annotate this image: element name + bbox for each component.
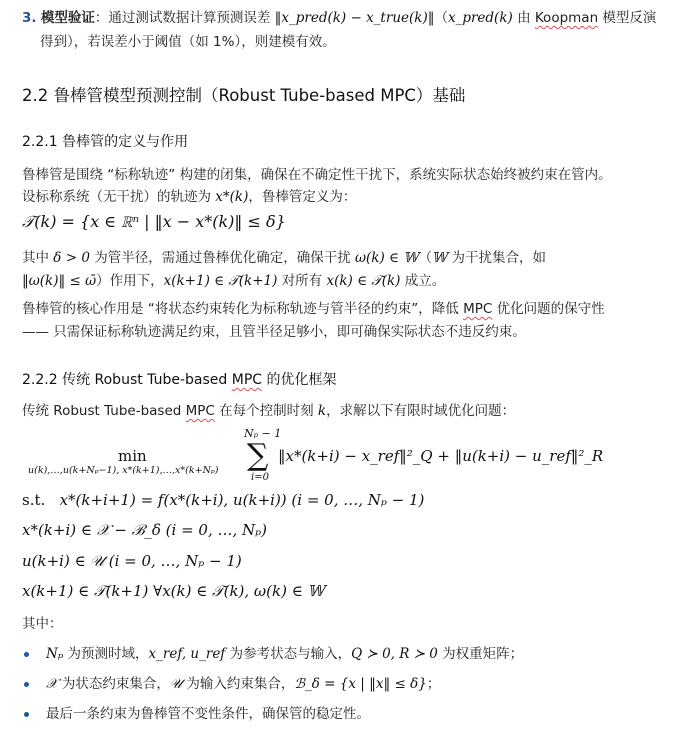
text: 为权重矩阵；: [437, 646, 524, 662]
list-item-3: [22, 8, 675, 28]
text: ，鲁棒管定义为：: [248, 189, 357, 205]
sum-upper-limit: Nₚ − 1: [244, 427, 282, 440]
text: 在每个控制时刻: [214, 403, 318, 419]
paragraph-line: [22, 401, 675, 421]
math-QR: Q ≻ 0, R ≻ 0: [351, 646, 438, 662]
bullet-dot: [24, 652, 29, 657]
constraint-dynamics: [22, 491, 424, 509]
title-text: 的优化框架: [262, 372, 337, 388]
text: 为状态约束集合，: [57, 676, 170, 692]
text: 设标称系统（无干扰）的轨迹为: [22, 189, 216, 205]
item-text: 由: [512, 10, 535, 26]
list-number: 3.: [22, 10, 37, 26]
mpc-word: MPC: [231, 372, 263, 388]
paragraph-line: [22, 271, 675, 291]
math-ref: x_ref, u_ref: [148, 646, 226, 662]
text: 为预测时域，: [63, 646, 149, 662]
constraint-state: x*(k+i) ∈ 𝒳 − ℬ_δ (i = 0, …, Nₚ): [22, 521, 268, 539]
text: 为干扰集合，如: [447, 250, 546, 266]
min-subscript: u(k),…,u(k+Nₚ−1), x*(k+1),…,x*(k+Nₚ): [28, 465, 219, 476]
text: ，求解以下有限时域优化问题：: [326, 403, 516, 419]
math-error: ‖x_pred(k) − x_true(k)‖: [274, 10, 435, 26]
item-text: ：通过测试数据计算预测误差: [94, 10, 275, 26]
text: （: [418, 250, 432, 266]
constraint-tube: x(k+1) ∈ 𝒯(k+1) ∀x(k) ∈ 𝒯(k), ω(k) ∈ 𝕎: [22, 582, 325, 600]
section-title-2-2: 2.2 鲁棒管模型预测控制（Robust Tube-based MPC）基础: [22, 86, 466, 105]
where-label: 其中：: [22, 616, 63, 632]
item-text: （: [434, 10, 448, 26]
text: ；: [426, 676, 441, 692]
math-xpred: x_pred(k): [447, 10, 513, 26]
bullet-item-3: 最后一条约束为鲁棒管不变性条件，确保管的稳定性。: [46, 706, 370, 722]
bullet-item-2: [46, 674, 675, 694]
math-nominal: x*(k): [215, 189, 249, 205]
koopman-word: Koopman: [534, 10, 599, 26]
text: 其中: [22, 250, 54, 266]
text: 成立。: [400, 273, 446, 289]
section-title-2-2-1: 2.2.1 鲁棒管的定义与作用: [22, 134, 189, 150]
text: 为管半径，需通过鲁棒优化确定，确保干扰: [89, 250, 356, 266]
math-omega-bound: ‖ω(k)‖ ≤ ω̄: [22, 273, 97, 289]
sum-symbol: ∑: [247, 438, 269, 473]
paragraph-line: [22, 248, 675, 268]
text: 鲁棒管的核心作用是 “将状态约束转化为标称轨迹与管半径的约束”，降低: [22, 301, 464, 317]
bullet-item-1: [46, 644, 675, 664]
paragraph-line: 鲁棒管是围绕 “标称轨迹” 构建的闭集，确保在不确定性干扰下，系统实际状态始终被约束在管内。: [22, 167, 612, 183]
mpc-word: MPC: [185, 403, 215, 419]
section-title-2-2-2: [22, 369, 337, 389]
item-label: 模型验证: [40, 10, 95, 26]
text: 优化问题的保守性: [492, 301, 605, 317]
sum-lower-limit: i=0: [251, 472, 269, 483]
math-delta: δ > 0: [53, 250, 90, 266]
min-operator: min: [118, 447, 147, 465]
math-B-delta: ℬ_δ = {x | ‖x‖ ≤ δ}: [294, 676, 427, 692]
text: ）作用下，: [96, 273, 164, 289]
tube-definition: 𝒯(k) = {x ∈ ℝⁿ | ‖x − x*(k)‖ ≤ δ}: [22, 212, 286, 231]
math-k: k: [317, 403, 327, 419]
math-omega: ω(k) ∈ 𝕎: [355, 250, 419, 266]
title-text: 2.2.2 传统 Robust Tube-based: [22, 372, 232, 388]
st-label: s.t.: [22, 491, 46, 509]
item-text: 模型反演: [598, 10, 657, 26]
paragraph-line: [22, 187, 675, 207]
text: 对所有: [277, 273, 327, 289]
math-x-k: x(k) ∈ 𝒯(k): [326, 273, 401, 289]
math-x-next: x(k+1) ∈ 𝒯(k+1): [163, 273, 278, 289]
math-W: 𝕎: [431, 250, 448, 266]
constraint-input: u(k+i) ∈ 𝒰 (i = 0, …, Nₚ − 1): [22, 552, 242, 570]
text: 为输入约束集合，: [182, 676, 295, 692]
text: 传统 Robust Tube-based: [22, 403, 186, 419]
mpc-word: MPC: [463, 301, 493, 317]
bullet-dot: [24, 712, 29, 717]
objective-function: ‖x*(k+i) − x_ref‖²_Q + ‖u(k+i) − u_ref‖²_R: [278, 447, 604, 465]
bullet-dot: [24, 682, 29, 687]
math-Np: Nₚ: [46, 646, 64, 662]
math-X-set: 𝒳: [46, 676, 58, 692]
list-item-3-line2: 得到），若误差小于阈值（如 1%），则建模有效。: [40, 34, 336, 50]
paragraph-line: —— 只需保证标称轨迹满足约束，且管半径足够小，即可确保实际状态不违反约束。: [22, 324, 526, 340]
paragraph-line: [22, 299, 675, 319]
constraint-1: x*(k+i+1) = f(x*(k+i), u(k+i)) (i = 0, …, Nₚ − 1): [59, 491, 425, 509]
text: 为参考状态与输入，: [225, 646, 352, 662]
math-U-set: 𝒰: [169, 676, 183, 692]
